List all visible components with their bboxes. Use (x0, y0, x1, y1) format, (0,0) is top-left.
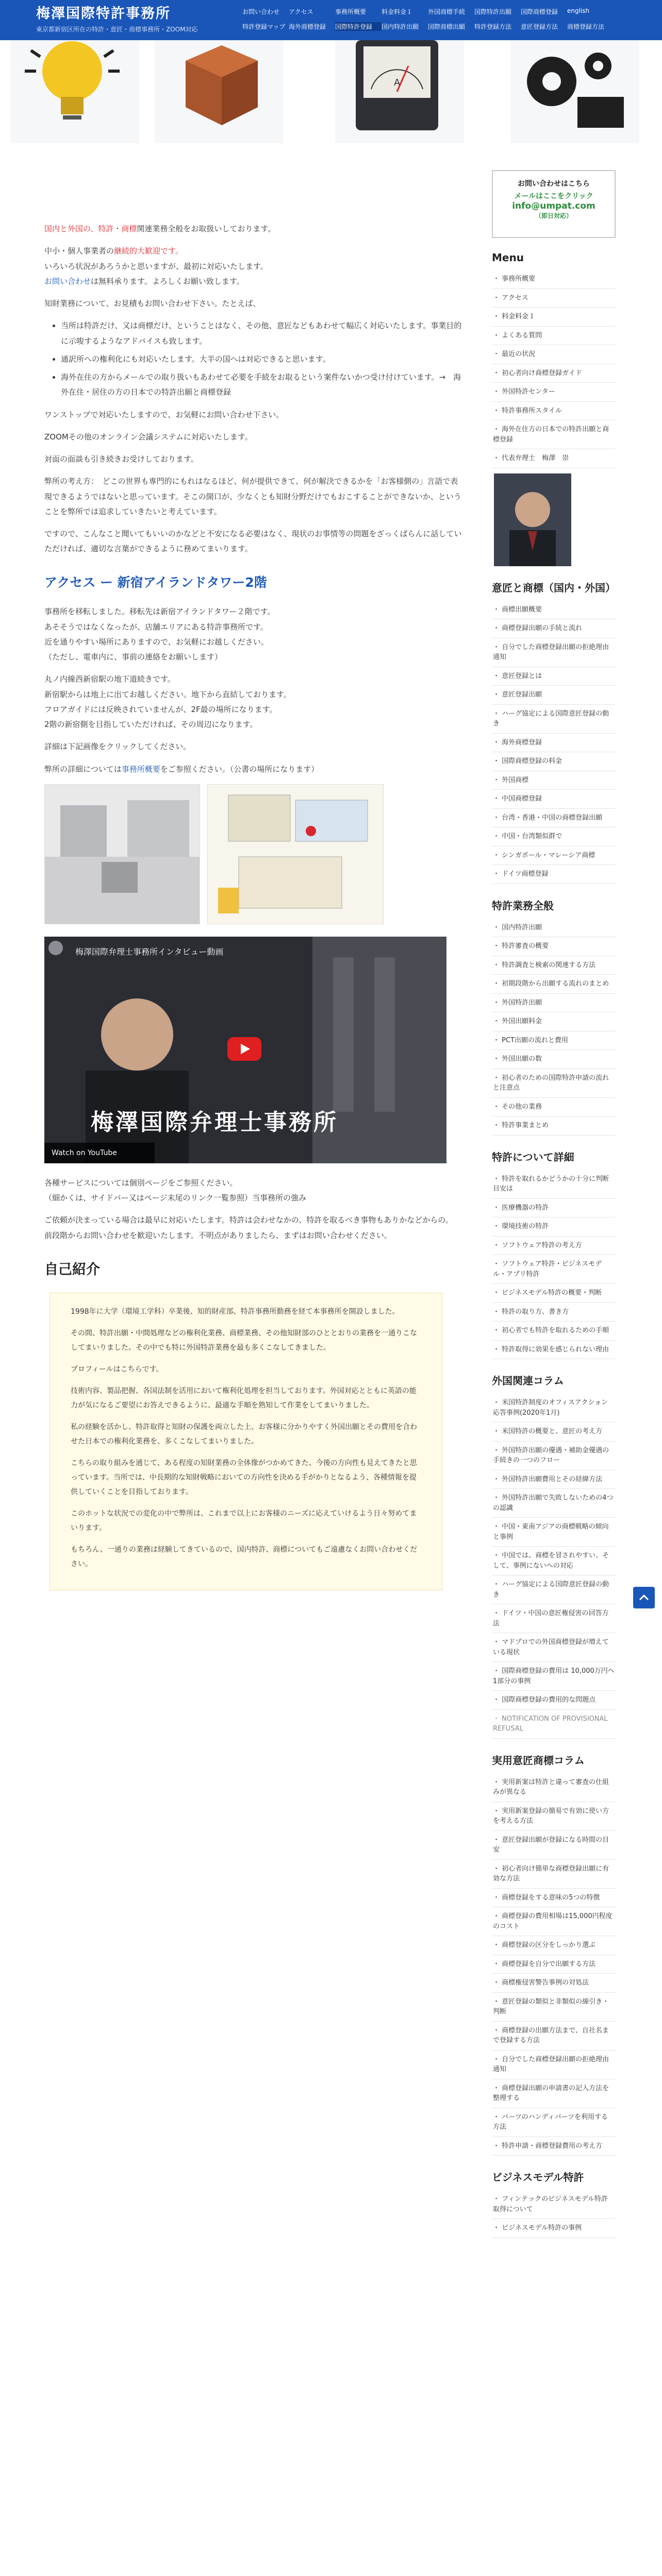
sidebar-link[interactable]: ・ 中国商標登録 (492, 790, 616, 809)
text: （細かくは、サイドバー又はページ末尾のリンク一覧参照）当事務所の強み (44, 1193, 307, 1202)
sidebar-link[interactable]: ・ 環境技術の特許 (492, 1217, 616, 1236)
sidebar-link[interactable]: ・ 自分でした商標登録出願の拒絶理由通知 (492, 638, 616, 667)
sidebar-link[interactable]: ・ 初心者でも特許を取れるための手順 (492, 1321, 616, 1341)
video-title: 梅澤国際弁理士事務所インタビュー動画 (75, 946, 224, 957)
sidebar-link[interactable]: ・ 商標登録をする意味の5つの特徴 (492, 1889, 616, 1908)
text: は無料承ります。よろしくお願い致します。 (91, 276, 244, 286)
sidebar-link[interactable]: ・ 外国特許出願で失敗しないための4つの認識 (492, 1489, 616, 1518)
sidebar-link[interactable]: ・ 特許取得に効果を感じられない理由 (492, 1341, 616, 1360)
sidebar-link[interactable]: ・ 国際商標登録の料金 (492, 752, 616, 771)
access-heading: アクセス ー 新宿アイランドタワー2階 (44, 574, 267, 590)
contact-link[interactable]: お問い合わせ (44, 276, 91, 286)
service-list (44, 318, 462, 400)
sidebar-link[interactable]: ・ 初期段階から出願する流れのまとめ (492, 975, 616, 994)
sidebar-link[interactable]: ・ 外国出願料金 (492, 1012, 616, 1031)
sidebar-link[interactable]: ・ 商標登録の出願方法まで、自社名まで登録する方法 (492, 2022, 616, 2050)
sidebar-link[interactable]: ・ PCT出願の流れと費用 (492, 1031, 616, 1050)
sidebar-link[interactable]: ・ 意匠登録出願 (492, 686, 616, 705)
cube-icon (155, 40, 284, 143)
site-subtitle: 東京都新宿区所在の特許・意匠・商標事務所・ZOOM対応 (36, 26, 198, 33)
intro-text: 関連業務全般をお取扱いしております。 (137, 224, 276, 233)
sidebar-link[interactable]: ・ アクセス (492, 289, 616, 308)
sidebar-link[interactable]: ・ 米国特許制度のオフィスアクション応答事例(2020年1月) (492, 1394, 616, 1422)
sidebar-link[interactable]: ・ NOTIFICATION OF PROVISIONAL REFUSAL (492, 1710, 616, 1739)
sidebar-link[interactable]: ・ 実用新案登録の簡易で有効に使い方を考える方法 (492, 1802, 616, 1831)
text: 各種サービスについては個別ページをご参照ください。 (44, 1178, 238, 1188)
floor-photo-image (45, 785, 200, 924)
sidebar-link[interactable]: ・ 中国・台湾類似群で (492, 827, 616, 846)
intro-line (44, 222, 462, 236)
sidebar-link[interactable]: ・ 特許の取り方、書き方 (492, 1303, 616, 1322)
sidebar-link[interactable]: ・ 商標登録出願の申請書の記入方法を整理する (492, 2079, 616, 2108)
video-overlay-text: 梅澤国際弁理士事務所 (91, 1109, 338, 1136)
sidebar-link[interactable]: ・ 医療機器の特許 (492, 1199, 616, 1218)
text: 弊所の詳細については (44, 764, 122, 774)
list-item: • 通訳所への権利化にも対応いたします。大半の国へは対応できると思います。 (61, 352, 462, 367)
text: あそそうではなくなったが、店舗エリアにある特許事務所です。 (44, 622, 268, 632)
sidebar-link[interactable]: ・ 外国商標 (492, 771, 616, 790)
sidebar-link[interactable]: ・ シンガポール・マレーシア商標 (492, 846, 616, 866)
col-list (492, 1394, 616, 1739)
text: 丸ノ内線西新宿駅の地下道続きです。 (44, 674, 175, 684)
sidebar-link[interactable]: ・ ハーグ協定による国際意匠登録の動き (492, 1575, 616, 1604)
nav-item[interactable]: 海外商標登録 (289, 23, 326, 30)
access-text (44, 672, 462, 732)
pat-list (492, 919, 616, 1136)
interview-video[interactable] (44, 937, 446, 1163)
sidebar-link[interactable]: ・ 事務所概要 (492, 270, 616, 289)
sidebar-link[interactable]: ・ 国際商標登録の費用は 10,000万円へ1部分の事例 (492, 1662, 616, 1691)
access-link-line (44, 762, 462, 777)
list-item: • 当所は特許だけ、又は商標だけ、ということはなく、その他、意匠などもあわせて幅広く対応いたします。事業目的に示唆するようなアドバイスも致します。 (61, 318, 462, 349)
sidebar-link[interactable]: ・ 国際商標登録の費用的な問題点 (492, 1691, 616, 1710)
profile-paragraph: 1998年に大学（環境工学科）卒業後、知的財産部、特許事務所勤務を経て本事務所を開設しました。 (71, 1308, 400, 1316)
nav-item[interactable]: 国際商標登録 (521, 8, 558, 15)
hero-banner (0, 40, 662, 155)
sidebar-link[interactable]: ・ その他の業務 (492, 1098, 616, 1117)
sidebar-link[interactable]: ・ 特許審査の概要 (492, 937, 616, 956)
text: 詳細は下記画像をクリックしてください。 (44, 742, 191, 752)
portrait-image (494, 473, 571, 566)
menu-heading: Menu (492, 251, 524, 264)
sidebar-link[interactable]: ・ 海外在住方の日本での特許出願と商標登録 (492, 420, 616, 449)
mail-address[interactable]: info@umpat.com (512, 201, 595, 211)
back-to-top-button[interactable] (633, 1587, 655, 1608)
text: （ただし、電車内に、事前の連絡をお願いします） (44, 652, 223, 662)
sidebar-link[interactable]: ・ ドイツ・中国の意匠権侵害の回答方法 (492, 1604, 616, 1633)
text: をご参照ください。（公書の場所になります） (160, 764, 319, 774)
watch-on-youtube[interactable]: Watch on YouTube (44, 1143, 155, 1163)
pat-heading: 特許業務全般 (492, 899, 554, 912)
sidebar-link[interactable]: ・ 外国特許出願 (492, 994, 616, 1013)
nav-item[interactable]: 料金料金１ (382, 8, 413, 15)
sidebar-link[interactable]: ・ 料金料金１ (492, 308, 616, 327)
sidebar-link[interactable]: ・ 中国では、商標を冒されやすい、そして、事例にないへの対応 (492, 1547, 616, 1575)
representative-photo[interactable] (494, 473, 571, 566)
sidebar-link[interactable]: ・ 特許を取れるかどうかの十分に判断目安は (492, 1170, 616, 1199)
nav-item[interactable]: 国際商標出願 (428, 23, 466, 30)
profile-paragraph: このホットな状況での変化の中で弊所は、これまで以上にお客様のニーズに応えていけるよう日々努めてまいります。 (71, 1510, 417, 1533)
nav-item[interactable]: 特許登録方法 (474, 23, 512, 30)
sidebar-link[interactable]: ・ 初心者向け簡単な商標登録出願に有効な方法 (492, 1860, 616, 1889)
nav-item[interactable]: 国際特許出願 (474, 8, 512, 15)
sidebar-link[interactable]: ・ 台湾・香港・中国の商標登録出願 (492, 809, 616, 828)
nav-item[interactable]: english (567, 7, 590, 14)
sidebar-link[interactable]: ・ 商標登録の区分をしっかり選ぶ (492, 1936, 616, 1955)
detail-list (492, 1170, 616, 1360)
contact-box[interactable] (492, 170, 616, 238)
text: ご依頼が決まっている場合は最早に対応いたします。特許は会わせなかの、特許を取るべき事物もありかなどからの。 (44, 1215, 453, 1225)
text: 前段階からお問い合わせを歓迎いたします。不明点がありましたら、まずはお問い合わせください。 (44, 1230, 392, 1240)
nav-item[interactable]: 商標登録方法 (567, 23, 605, 30)
sidebar-link[interactable]: ・ 特許事業まとめ (492, 1116, 616, 1136)
sidebar-link[interactable]: ・ 国内特許出願 (492, 919, 616, 938)
text: ですので、こんなこと聞いてもいいのかなどと不安になる必要はなく、現状のお事情等の問題をざっくばらんに話していただければ、適切な言葉ができるように務めてまいります。 (44, 529, 462, 554)
text: 中小・個人事業者の (44, 246, 114, 256)
site-header (0, 0, 662, 40)
main-content (44, 222, 462, 1590)
text: 弊所の考え方： どこの世界も専門的にもれはなるほど、何が提供できて、何が解決できるかを「お客様側の」言語で表現できるようではないと思っています。そこの開口が、少なくとも知財分野だけでもおこすることができないか、ということを弊所では追求していきたいと考えています。 (44, 477, 461, 516)
sidebar-link[interactable]: ・ 意匠登録出願が登録になる時間の目安 (492, 1831, 616, 1860)
sidebar-link[interactable]: ・ 特許事務所スタイル (492, 402, 616, 421)
profile-paragraph: 技術内容、製品把握、各国法制を活用において権利化処理を担当しております。外国対応とともに英語の能力が気になるご要望にお答えできるように、最適な手順を熟知して作業をしてまいりました。 (71, 1387, 417, 1410)
profile-paragraph: こちらの取り組みを通じて、ある程度の知財業務の全体像がつかめてきた、今後の方向性も見えてきたと思っています。当所では、中長期的な知財戦略においての方向性を決める手がかりとなるよう、各種情報を提供していくことを目指しております。 (71, 1459, 417, 1497)
floor-map-image (208, 785, 383, 924)
text: ZOOMその他のオンライン会議システムに対応いたします。 (44, 432, 253, 442)
contact-note: （即日対応） (535, 212, 572, 219)
jp-list (492, 1773, 616, 2156)
sidebar-link[interactable]: ・ 外国特許出願費用とその経緯方法 (492, 1470, 616, 1489)
sidebar-link[interactable]: ・ ビジネスモデル特許の事例 (492, 2219, 616, 2238)
gear-icon (510, 40, 639, 143)
sidebar-link[interactable]: ・ 実用新案は特許と違って審査の仕組みが異なる (492, 1773, 616, 1802)
sidebar-link[interactable]: ・ 海外商標登録 (492, 734, 616, 753)
after-video-text (44, 1176, 462, 1206)
sidebar-link[interactable]: ・ 初心者向け商標登録ガイド (492, 364, 616, 383)
text: ワンストップで対応いたしますので、お気軽にお問い合わせ下さい。 (44, 410, 284, 419)
floor-photo[interactable] (44, 784, 200, 924)
nav-item[interactable]: 事務所概要 (335, 8, 367, 15)
nav-item[interactable]: 国際特許登録 (335, 22, 382, 31)
chevron-up-icon (633, 1587, 655, 1608)
profile-paragraph: その間、特許出願・中間処理などの権利化業務、商標業務、その他知財部のひととおりの業務を一通りこなしてまいりました。その中でも特に外国特許業務を最も多くこなしてきました。 (71, 1329, 417, 1352)
nav-item[interactable]: 外国商標手続 (428, 8, 466, 15)
text-red: 継続的大歓迎です。 (114, 246, 183, 256)
detail-heading: 特許について詳細 (492, 1150, 574, 1163)
menu-list (492, 270, 616, 468)
text: 近を通りやすい場所にありますので、お気軽にお越しください。 (44, 637, 269, 647)
sidebar-link[interactable]: ・ 米国特許の概要と、意匠の考え方 (492, 1422, 616, 1442)
jp-heading: 実用意匠商標コラム (492, 1754, 585, 1767)
intro-red: 国内と外国の、特許・商標 (44, 224, 137, 233)
after-video-text (44, 1213, 462, 1243)
text: 知財業務について、お見積もお問い合わせ下さい。たとえば、 (44, 299, 261, 308)
sidebar-link[interactable]: ・ 外国特許センター (492, 383, 616, 402)
profile-paragraph: 私の経験を活かし、特許取得と知財の保護を両立した上、お客様に分かりやすく外国出願とその費用を合わせた日本での権利化業務を、多くこなしてまいりました。 (71, 1423, 417, 1446)
access-text (44, 604, 462, 665)
sidebar-link[interactable]: ・ 外国特許出願の優遇・補助金優遇の手続きの一つのフロー (492, 1442, 616, 1470)
sidebar-link[interactable]: ・ 特許調査と検索の関連する方法 (492, 956, 616, 975)
hero-illustrations (0, 40, 662, 155)
sidebar-link[interactable]: ・ パーツのハンディパーツを利用する方法 (492, 2108, 616, 2137)
text: 2階の新宿側を目指していただければ、その周辺になります。 (44, 720, 258, 729)
text: フロアガイドには反映されていませんが、2F最の場所になります。 (44, 704, 277, 714)
tm-heading: 意匠と商標（国内・外国） (492, 581, 616, 594)
sidebar-link[interactable]: ・ マドプロでの外国商標登録が増えている現状 (492, 1633, 616, 1662)
sidebar-link[interactable]: ・ 特許申請・商標登録費用の考え方 (492, 2137, 616, 2156)
nav-item[interactable]: アクセス (289, 8, 313, 15)
nav-item[interactable]: 特許登録マップ (242, 23, 286, 30)
intro-paragraph (44, 244, 462, 289)
sidebar-link[interactable]: ・ 商標権侵害警告事例の対処法 (492, 1974, 616, 1993)
sidebar-link[interactable]: ・ 意匠登録の類似と非類似の線引き・判断 (492, 1993, 616, 2022)
tm-list (492, 601, 616, 884)
office-overview-link[interactable]: 事務所概要 (121, 764, 160, 774)
biz-heading: ビジネスモデル特許 (492, 2171, 584, 2183)
lightbulb-icon (10, 40, 139, 143)
sidebar-link[interactable]: ・ 商標登録を自分で出願する方法 (492, 1955, 616, 1974)
sidebar-link[interactable]: ・ 意匠登録とは (492, 667, 616, 686)
nav-item[interactable]: 国内特許出願 (382, 23, 419, 30)
mail-link[interactable]: メールはここをクリック (514, 192, 593, 200)
profile-heading: 自己紹介 (44, 1261, 100, 1278)
floor-map[interactable] (207, 784, 384, 924)
sidebar-link[interactable]: ・ ドイツ商標登録 (492, 865, 616, 884)
sidebar-link[interactable]: ・ 商標登録出願の手続と流れ (492, 619, 616, 638)
sidebar-link[interactable]: ・ 中国・東南アジアの商標戦略の傾向と事例 (492, 1518, 616, 1547)
site-title[interactable]: 梅澤国際特許事務所 (36, 6, 171, 22)
profile-box (49, 1293, 442, 1590)
sidebar-link[interactable]: ・ ソフトウェア特許・ビジネスモデル・アプリ特許 (492, 1255, 616, 1284)
contact-heading: お問い合わせはこちら (518, 180, 590, 188)
access-maps (44, 784, 462, 924)
play-button[interactable] (227, 1037, 261, 1061)
sidebar-link[interactable]: ・ よくある質問 (492, 327, 616, 346)
profile-paragraph[interactable]: プロフィールはこちらです。 (71, 1365, 163, 1374)
sidebar-link[interactable]: ・ 商標出願概要 (492, 601, 616, 620)
sidebar-link[interactable]: ・ ハーグ協定による国際意匠登録の動き (492, 705, 616, 734)
sidebar-link[interactable]: ・ 最近の状況 (492, 345, 616, 364)
text: 事務所を移転しました。移転先は新宿アイランドタワー２階です。 (44, 607, 275, 617)
sidebar-link[interactable]: ・ 自分でした商標登録出願の拒絶理由通知 (492, 2050, 616, 2079)
meter-icon (335, 40, 464, 143)
text: いろいろ状況があろうかと思いますが、最初に対応いたします。 (44, 261, 268, 271)
text: 対面の面談も引き続きお受けしております。 (44, 454, 198, 464)
sidebar-link[interactable]: ・ 初心者のための国際特許申請の流れと注意点 (492, 1069, 616, 1098)
list-item[interactable]: • 海外在住の方からメールでの取り扱いもあわせて必要を手続をお取るという案件ないかつ受け付けています。→ 海外在住・居住の方の日本での特許出願と商標登録 (61, 370, 462, 400)
sidebar-link[interactable]: ・ ソフトウェア特許の考え方 (492, 1236, 616, 1256)
col-heading: 外国関連コラム (492, 1375, 564, 1387)
nav-item[interactable]: お問い合わせ (242, 8, 280, 15)
biz-list (492, 2190, 616, 2238)
sidebar-link[interactable]: ・ 代表弁理士 梅澤 崇 (492, 449, 616, 468)
sidebar-link[interactable]: ・ 外国出願の数 (492, 1050, 616, 1069)
sidebar-link[interactable]: ・ フィンテックのビジネスモデル特許取得について (492, 2190, 616, 2219)
nav-item[interactable]: 意匠登録方法 (521, 23, 558, 30)
sidebar (492, 170, 616, 2238)
sidebar-link[interactable]: ・ 商標登録の費用相場は15,000円程度のコスト (492, 1907, 616, 1936)
svg-text:A: A (394, 77, 401, 88)
global-nav (242, 7, 614, 31)
text: 新宿駅からは地上に出てお越しください。地下から直結しております。 (44, 689, 291, 699)
profile-paragraph: もちろん、一通りの業務は経験してきているので、国内特許、商標についてもご遠慮なくお問い合わせください。 (71, 1546, 418, 1569)
sidebar-link[interactable]: ・ ビジネスモデル特許の概要・判断 (492, 1284, 616, 1303)
